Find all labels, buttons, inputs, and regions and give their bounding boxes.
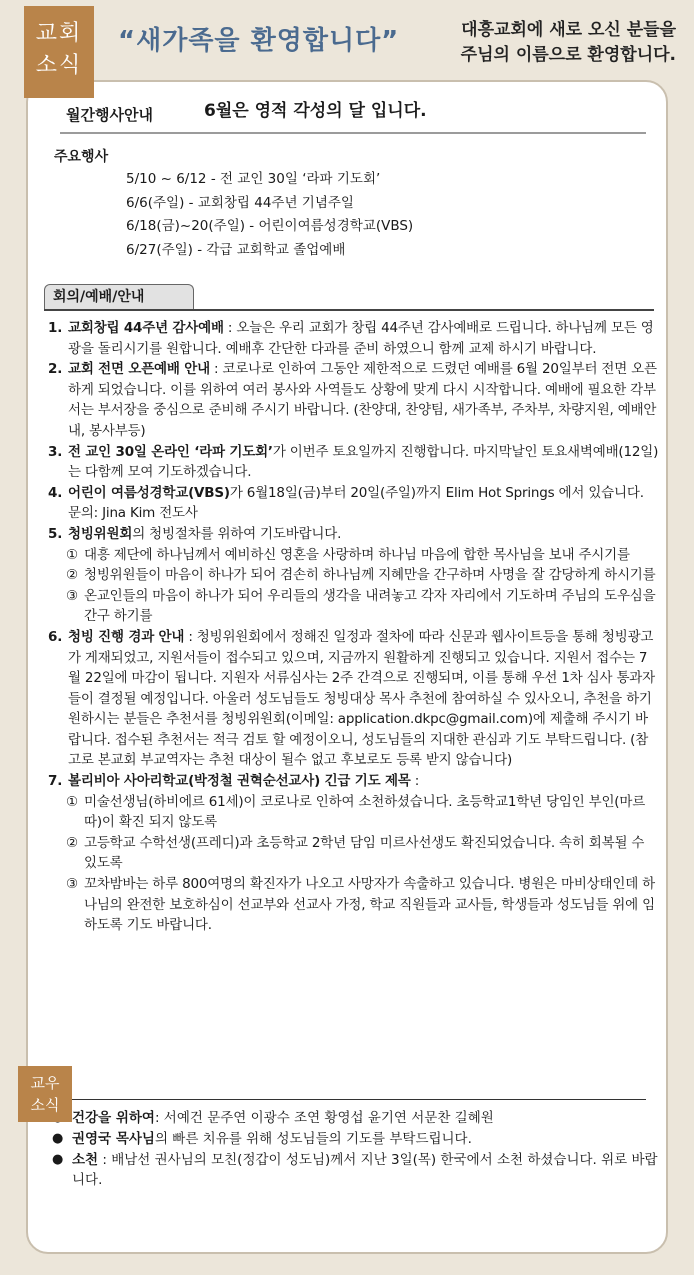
church-news-tag-line1: 교회 bbox=[35, 21, 83, 46]
announcement-list bbox=[48, 318, 660, 936]
item-title: 청빙위원회 bbox=[68, 525, 133, 542]
circled-number: ② bbox=[66, 567, 78, 584]
item-number: 6. bbox=[48, 628, 63, 645]
item-title: 교회창립 44주년 감사예배 bbox=[68, 320, 224, 336]
prayer-point-text: 미술선생님(하비에르 61세)이 코로나로 인하여 소천하셨습니다. 초등학교1학년 당임인 부인(마르따)이 확진 되지 않도록 bbox=[84, 793, 646, 831]
prayer-point bbox=[48, 833, 660, 874]
news-title: 소천 bbox=[72, 1152, 99, 1168]
member-news-list bbox=[52, 1108, 662, 1191]
event-item: 6/18(금)~20(주일) - 어린이여름성경학교(VBS) bbox=[126, 218, 414, 234]
item-text: : 코로나로 인하여 그동안 제한적으로 드렸던 예배를 6월 20일부터 전면 오픈하게 되었습니다. 이를 위하여 여러 봉사와 사역들도 상황에 맞게 다시 시작합니다. 예배에 필요한 각부서는 부서장을 중심으로 준비해 주시기 바랍니다. (찬양대, 찬양팀, 새가족부, 주차부, 차량지원, 예배안내, 봉사부등) bbox=[68, 361, 657, 439]
monthly-events-tab: 월간행사안내 bbox=[58, 102, 161, 127]
church-news-tag bbox=[24, 6, 94, 98]
circled-number: ② bbox=[66, 834, 78, 851]
member-news-tag bbox=[18, 1066, 72, 1122]
item-title: 전 교인 30일 온라인 ‘라파 기도회’ bbox=[68, 443, 273, 460]
item-number: 3. bbox=[48, 443, 63, 460]
prayer-point bbox=[48, 874, 660, 936]
news-item bbox=[52, 1108, 662, 1128]
announcement-item bbox=[48, 771, 660, 792]
circled-number: ③ bbox=[66, 587, 78, 604]
item-text: : 청빙위원회에서 정해진 일정과 절차에 따라 신문과 웹사이트등을 통해 청빙광고가 게재되었고, 지원서들이 접수되고 있으며, 지금까지 원활하게 진행되고 있습니다. 지원서 접수는 7월 22일에 마감이 됩니다. 지원자 서류심사는 2주 간격으로 진행되며, 이를 통해 우선 1차 심사 통과자들이 결정될 예정입니다. 아울러 성도님들도 청빙대상 목사 추천에 참여하실 수 있사오니, 추천을 하기 원하시는 분들은 추천서를 청빙위원회(이메일: application.dkpc@gmail.com)에 제출해 주시기 바랍니다. 접수된 추천서는 적극 검토 할 예정이오니, 성도님들의 지대한 관심과 기도 부탁드립니다. (참고로 본교회 부교역자는 추천 대상이 될수 없고 후보로도 등록 받지 않습니다) bbox=[68, 628, 655, 769]
prayer-point-text: 꼬차밤바는 하루 800여명의 확진자가 나오고 사망자가 속출하고 있습니다. 병원은 마비상태인데 하나님의 완전한 보호하심이 선교부와 선교사 가정, 학교 직원들과 교사들, 학생들과 성도님들 위에 임하도록 기도 바랍니다. bbox=[84, 876, 655, 934]
bullet-icon: ● bbox=[52, 1152, 64, 1167]
event-item: 5/10 ~ 6/12 - 전 교인 30일 ‘라파 기도회’ bbox=[126, 171, 381, 187]
item-number: 5. bbox=[48, 525, 63, 542]
item-text: : 오늘은 우리 교회가 창립 44주년 감사예배로 드립니다. 하나님께 모든 영광을 돌리시기를 원합니다. 예배후 간단한 다과를 준비 하였으니 함께 교제 하시기 바랍니다. bbox=[68, 320, 654, 357]
circled-number: ① bbox=[66, 793, 78, 810]
event-item: 6/6(주일) - 교회창립 44주년 기념주일 bbox=[126, 194, 354, 211]
announcement-item bbox=[48, 318, 660, 359]
news-item bbox=[52, 1129, 662, 1149]
meeting-section-tab: 회의/예배/안내 bbox=[44, 284, 194, 310]
news-title: 권영국 목사님 bbox=[72, 1131, 155, 1147]
events-list bbox=[126, 168, 413, 262]
monthly-heading: 6월은 영적 각성의 달 입니다. bbox=[204, 101, 427, 121]
welcome-subtitle bbox=[461, 18, 676, 68]
divider bbox=[60, 132, 646, 134]
church-news-tag-line2: 소식 bbox=[35, 53, 83, 78]
announcement-item bbox=[48, 524, 660, 545]
item-text: 가 이번주 토요일까지 진행합니다. 마지막날인 토요새벽예배(12일)는 다함께 모여 기도하겠습니다. bbox=[68, 443, 659, 481]
member-news-tag-line1: 교우 bbox=[30, 1074, 60, 1092]
member-news-tag-line2: 소식 bbox=[30, 1096, 60, 1114]
item-title: 청빙 진행 경과 안내 bbox=[68, 628, 185, 645]
item-title: 교회 전면 오픈예배 안내 bbox=[68, 361, 210, 378]
divider bbox=[44, 309, 654, 311]
news-item bbox=[52, 1150, 662, 1190]
item-title: 볼리비아 사아리학교(박정철 권혁순선교사) 긴급 기도 제목 bbox=[68, 773, 411, 790]
announcement-item bbox=[48, 627, 660, 771]
prayer-point bbox=[48, 565, 660, 586]
news-text: : 서예건 문주연 이광수 조연 황영섭 윤기연 서문찬 길혜원 bbox=[154, 1110, 494, 1126]
item-number: 7. bbox=[48, 773, 63, 790]
announcement-item bbox=[48, 359, 660, 441]
item-text: 가 6월18일(금)부터 20일(주일)까지 Elim Hot Springs 에서 있습니다. 문의: Jina Kim 전도사 bbox=[68, 484, 644, 522]
event-item: 6/27(주일) - 각급 교회학교 졸업예배 bbox=[126, 241, 346, 258]
prayer-point-text: 대흥 제단에 하나님께서 예비하신 영혼을 사랑하며 하나님 마음에 합한 목사님을 보내 주시기를 bbox=[84, 546, 630, 563]
item-title: 어린이 여름성경학교(VBS) bbox=[68, 484, 230, 501]
welcome-subtitle-line1: 대흥교회에 새로 오신 분들을 bbox=[461, 20, 676, 40]
welcome-subtitle-line2: 주님의 이름으로 환영합니다. bbox=[460, 45, 676, 65]
circled-number: ① bbox=[66, 546, 78, 563]
item-number: 4. bbox=[48, 484, 63, 501]
item-number: 1. bbox=[48, 320, 63, 336]
news-title: 건강을 위하여 bbox=[72, 1110, 155, 1126]
item-number: 2. bbox=[48, 361, 63, 378]
prayer-point-text: 온교인들의 마음이 하나가 되어 우리들의 생각을 내려놓고 각자 자리에서 기도하며 주님의 도우심을 간구 하기를 bbox=[84, 587, 656, 625]
item-text: : bbox=[410, 773, 420, 790]
news-text: 의 빠른 치유를 위해 성도님들의 기도를 부탁드립니다. bbox=[154, 1131, 472, 1147]
news-text: : 배남선 권사님의 모친(정갑이 성도님)께서 지난 3일(목) 한국에서 소천 하셨습니다. 위로 바랍니다. bbox=[72, 1152, 658, 1188]
announcement-item bbox=[48, 442, 660, 483]
bullet-icon: ● bbox=[52, 1131, 64, 1146]
prayer-point bbox=[48, 586, 660, 627]
prayer-point-text: 고등학교 수학선생(프레디)과 초등학교 2학년 담임 미르사선생도 확진되었습니다. 속히 회복될 수 있도록 bbox=[84, 834, 645, 872]
divider bbox=[70, 1099, 646, 1100]
circled-number: ③ bbox=[66, 876, 78, 893]
prayer-point bbox=[48, 792, 660, 833]
events-label: 주요행사 bbox=[54, 149, 109, 165]
prayer-point bbox=[48, 545, 660, 566]
prayer-point-text: 청빙위원들이 마음이 하나가 되어 겸손히 하나님께 지혜만을 간구하며 사명을 잘 감당하게 하시기를 bbox=[84, 567, 656, 584]
item-text: 의 청빙절차를 위하여 기도바랍니다. bbox=[132, 525, 342, 542]
announcement-item bbox=[48, 483, 660, 524]
welcome-title: “새가족을 환영합니다” bbox=[118, 26, 400, 56]
